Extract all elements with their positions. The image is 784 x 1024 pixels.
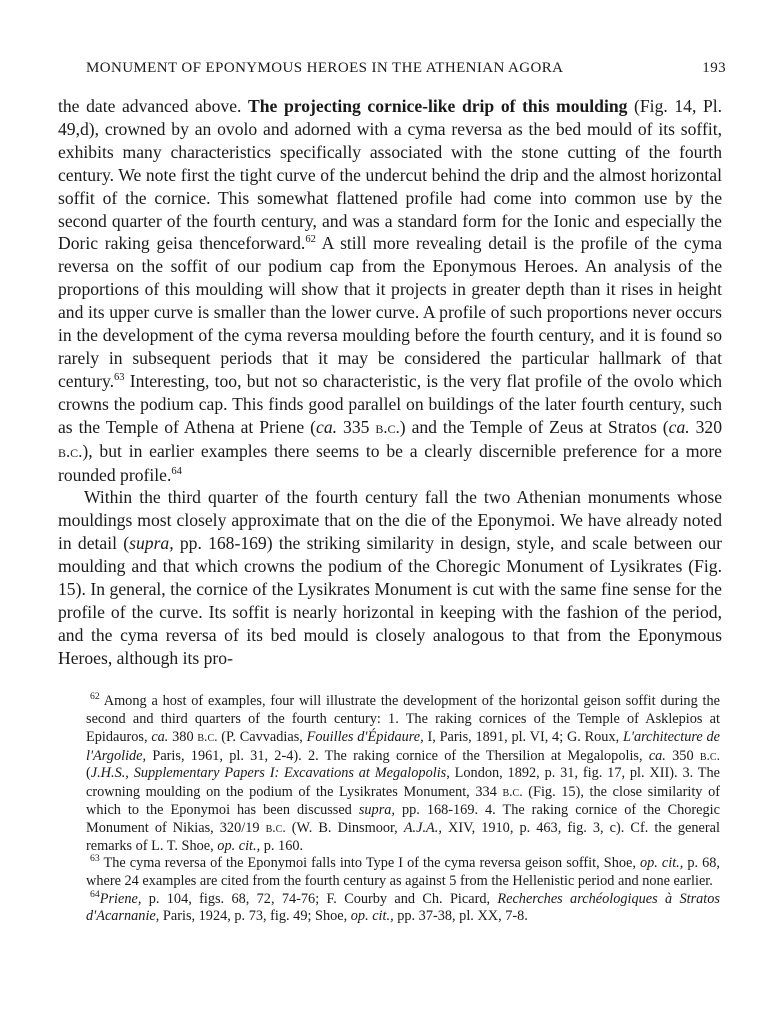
abbrev-bc: b.c. [265,820,286,836]
text-run: Interesting, too, but not so characteristic, is the very flat profile of the ovolo which crowns the podium cap. This finds good parallel on buildings of the later fourth century, such as the Temple of Athena at Priene ( [58,370,722,437]
text-run: p. 160. [260,837,304,854]
abbrev-bc: b.c. [58,441,83,461]
text-run: pp. 168-169) the striking similarity in design, style, and scale between our moulding and that which crowns the podium of the Choregic Monument of Lysikrates (Fig. 15). In general, the cornice of the Lysikrates Monument is cut with the same fine sense for the profile of the curve. Its soffit is nearly horizontal in keeping with the fashion of the period, and the cyma reversa of its bed mould is closely analogous to that from the Eponymous Heroes, although its pro- [58,533,723,668]
citation-title: J.H.S., Supplementary Papers I: Excavations at Megalopolis, [90,765,450,782]
text-run: Paris, 1961, pl. 31, 2-4). 2. The raking cornice of the Thersilion at Megalopolis, [146,747,649,764]
citation-title: Recherches archéologiques à Stratos d'Acarnanie, [86,890,720,925]
paragraph-2 [58,486,722,669]
footnote-63 [86,855,720,890]
citation-title: Fouilles d'Épidaure, [306,729,424,746]
abbrev-bc: b.c. [502,783,523,799]
abbrev-ca: ca. [316,416,338,437]
main-text [58,95,722,670]
paragraph-1 [58,95,722,486]
text-run: p. 104, figs. 68, 72, 74-76; F. Courby and Ch. Picard, [141,890,498,907]
citation-title: L'architecture de l'Argolide, [86,729,721,764]
footnote-number: 64 [90,888,100,900]
italic-supra: supra, [129,533,174,554]
text-run: XIV, 1910, p. 463, fig. 3, c). Cf. the general remarks of L. T. Shoe, [86,820,720,854]
italic-op-cit: op. cit., [639,855,684,872]
footnote-number: 63 [90,853,100,865]
footnote-62 [86,693,720,855]
text-run: ( [86,765,91,782]
page-number: 193 [702,60,726,76]
citation-title: Priene, [99,890,142,907]
text-run: (Fig. 15), the close similarity of which to the Eponymoi has been discussed [86,783,720,818]
footnote-64 [86,888,720,926]
highlighted-phrase: The projecting cornice-like drip of this moulding [248,96,628,116]
text-run: Within the third quarter of the fourth century fall the two Athenian monuments whose mouldings most closely approximate that on the die of the Eponymoi. We have already noted in detail ( [58,487,722,554]
text-run: p. 68, where 24 examples are cited from the fourth century as against 5 from the Hellenistic period and none earlier. [86,855,721,889]
text-run: pp. 168-169. 4. The raking cornice of the Choregic Monument of Nikias, 320/19 [86,801,720,837]
text-run: 320 [689,416,723,437]
italic-supra: supra, [358,801,395,818]
text-run: 380 [168,729,198,746]
text-run: The cyma reversa of the Eponymoi falls into Type I of the cyma reversa geison soffit, Shoe, [99,855,640,872]
text-run: (P. Cavvadias, [217,729,307,746]
text-run: 350 [665,747,700,764]
footnote-ref-63[interactable]: 63 [114,372,125,384]
text-run: pp. 37-38, pl. XX, 7-8. [393,908,528,925]
citation-title: A.J.A., [403,820,442,837]
text-run: London, 1892, p. 31, fig. 17, pl. XII). 3. The crowning moulding on the podium of the Lysikrates Monument, 334 [86,765,721,800]
text-run: A still more revealing detail is the profile of the cyma reversa on the soffit of our podium cap from the Eponymous Heroes. An analysis of the proportions of this moulding will show that it projects in greater depth than it rises in height and its upper curve is smaller than the lower curve. A profile of such proportions never occurs in the development of the cyma reversa moulding before the fourth century, and it is found so rarely in subsequent periods that it may be considered the particular hallmark of that century. [58,233,722,391]
text-run: (W. B. Dinsmoor, [285,820,404,837]
abbrev-bc: b.c. [197,729,218,745]
abbrev-bc: b.c. [699,747,720,763]
text-run: ), but in earlier examples there seems to be a clearly discernible preference for a more rounded profile. [58,440,722,485]
abbrev-ca: ca. [668,416,690,437]
footnote-number: 62 [90,691,100,703]
footnotes [86,693,720,926]
abbrev-bc: b.c. [375,417,400,437]
running-title: MONUMENT OF EPONYMOUS HEROES IN THE ATHENIAN AGORA [86,60,564,76]
footnote-ref-62[interactable]: 62 [305,234,316,246]
text-run: Among a host of examples, four will illustrate the development of the horizontal geison soffit during the second and third quarters of the fourth century: 1. The raking cornices of the Temple of Asklepios at Epidauros, [86,693,720,746]
abbrev-ca: ca. [648,747,666,764]
italic-op-cit: op. cit., [217,837,261,854]
text-run: the date advanced above. [58,96,242,116]
text-run: 335 [337,416,376,437]
italic-op-cit: op. cit., [350,908,394,925]
text-run: ) and the Temple of Zeus at Stratos ( [399,416,669,437]
text-run: Paris, 1924, p. 73, fig. 49; Shoe, [159,908,351,925]
footnote-ref-64[interactable]: 64 [171,465,182,477]
running-header [58,60,726,84]
text-run: I, Paris, 1891, pl. VI, 4; G. Roux, [423,729,623,746]
text-run: (Fig. 14, Pl. 49,d), crowned by an ovolo and adorned with a cyma reversa as the bed mould of its soffit, exhibits many characteristics specifically associated with the stone cutting of the fourth century. We note first the tight curve of the undercut behind the drip and the almost horizontal soffit of the cornice. This somewhat flattened profile had come into common use by the second quarter of the fourth century, and was a standard form for the Ionic and especially the Doric raking geisa thenceforward. [58,96,723,254]
abbrev-ca: ca. [151,729,169,746]
